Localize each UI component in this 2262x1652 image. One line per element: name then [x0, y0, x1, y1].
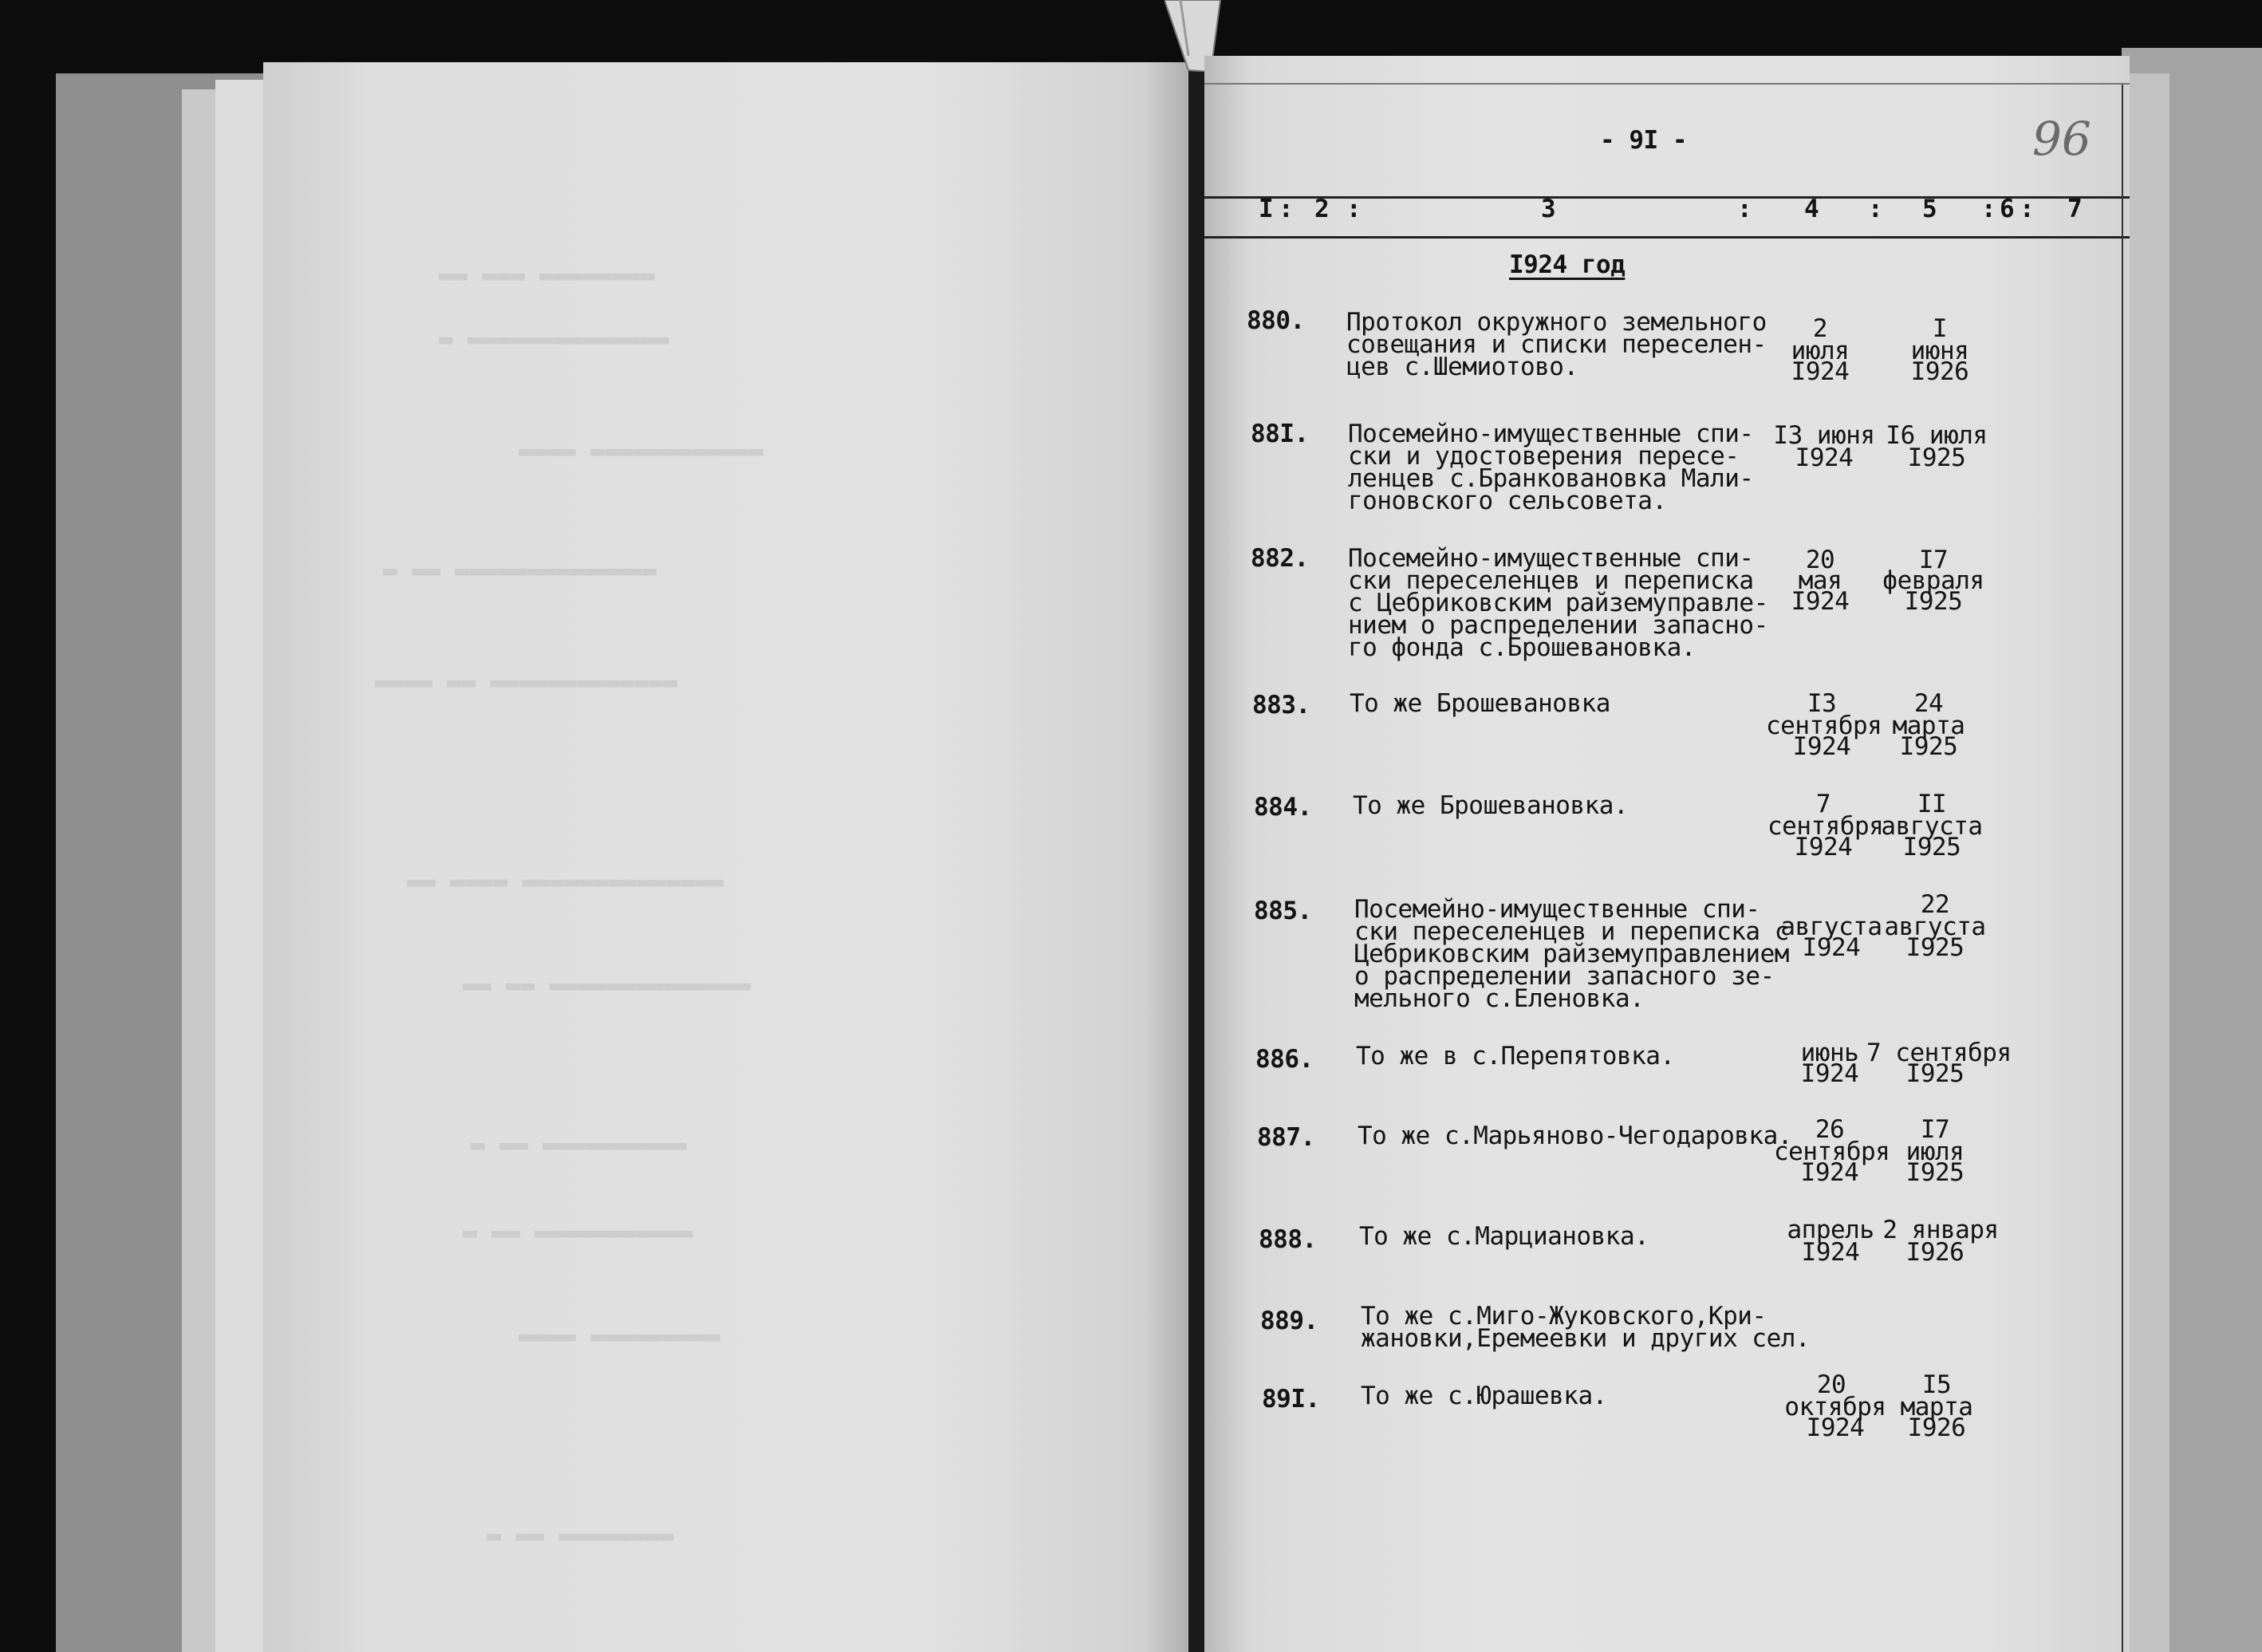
start-date: I924: [1795, 444, 1854, 472]
entry-text-line: То же с.Марциановка.: [1359, 1222, 1649, 1251]
end-date: I926: [1910, 357, 1969, 386]
show-through-text: ▬ ▬▬ ▬▬▬▬▬▬▬▬▬▬: [471, 1131, 687, 1159]
page-right-border: [2122, 85, 2123, 1652]
start-date: I3 июня: [1773, 421, 1875, 450]
entry-text-line: Посемейно-имущественные спи-: [1348, 544, 1754, 573]
entry-text-line: Посемейно-имущественные спи-: [1348, 420, 1754, 448]
entry-text-line: мельного с.Еленовка.: [1354, 984, 1645, 1013]
entry-number: 88I.: [1251, 420, 1309, 448]
entry-text-line: нием о распределении запасно-: [1348, 611, 1768, 640]
end-date: I925: [1902, 833, 1961, 861]
start-date: 20: [1805, 546, 1835, 574]
entry-text-line: То же с.Миго-Жуковского,Кри-: [1361, 1302, 1767, 1331]
entry-text-line: Протокол окружного земельного: [1346, 308, 1767, 337]
entry-number: 880.: [1247, 306, 1305, 335]
start-date: сентября: [1774, 1137, 1890, 1166]
entry-number: 886.: [1255, 1045, 1314, 1074]
start-date: I924: [1806, 1413, 1865, 1442]
start-date: 2: [1812, 314, 1828, 343]
start-date: сентября: [1767, 812, 1884, 841]
start-date: июнь: [1800, 1039, 1859, 1067]
end-date: I925: [1907, 444, 1966, 472]
show-through-text: ▬▬ ▬▬▬ ▬▬▬▬▬▬▬▬: [439, 262, 655, 290]
end-date: марта: [1892, 712, 1965, 740]
end-date: марта: [1900, 1393, 1973, 1421]
entry-number: 885.: [1254, 897, 1312, 925]
entry-text-line: го фонда с.Брошевановка.: [1348, 633, 1696, 662]
col-sep: :: [1868, 195, 1883, 223]
end-date: I7: [1920, 1115, 1950, 1144]
end-date: 7 сентября: [1866, 1039, 2012, 1067]
entry-text-line: То же с.Юрашевка.: [1361, 1382, 1607, 1410]
entry-number: 889.: [1260, 1307, 1318, 1335]
entry-number: 883.: [1252, 691, 1310, 720]
end-date: 22: [1920, 890, 1950, 919]
start-date: 26: [1815, 1115, 1845, 1144]
entry-text-line: ски и удостоверения пересе-: [1348, 442, 1740, 471]
entry-text-line: цев с.Шемиотово.: [1346, 353, 1578, 381]
entry-number: 89I.: [1262, 1385, 1320, 1413]
col-header-1: I: [1259, 195, 1274, 223]
end-date: I925: [1905, 1158, 1964, 1187]
start-date: I3: [1807, 689, 1837, 718]
end-date: I925: [1904, 587, 1963, 616]
show-through-text: ▬▬▬▬ ▬▬▬▬▬▬▬▬▬▬▬▬: [518, 437, 764, 465]
entry-number: 888.: [1259, 1225, 1317, 1254]
end-date: I926: [1907, 1413, 1966, 1442]
start-date: I924: [1802, 933, 1861, 962]
show-through-text: ▬▬ ▬▬▬▬ ▬▬▬▬▬▬▬▬▬▬▬▬▬▬: [407, 868, 724, 896]
show-through-text: ▬ ▬▬ ▬▬▬▬▬▬▬▬: [487, 1522, 674, 1550]
col-header-3: 3: [1541, 195, 1556, 223]
start-date: I924: [1800, 1158, 1859, 1187]
end-date: 2 января: [1882, 1216, 1999, 1244]
end-date: июля: [1905, 1137, 1964, 1166]
end-date: II: [1917, 790, 1947, 818]
start-date: октября: [1784, 1393, 1886, 1421]
left-page: [263, 62, 1198, 1652]
entry-text-line: ски переселенцев и переписка с: [1354, 917, 1789, 946]
start-date: сентября: [1766, 712, 1882, 740]
start-date: июля: [1791, 337, 1850, 365]
start-date: апрель: [1787, 1216, 1874, 1244]
entry-text-line: с Цебриковским райземуправле-: [1348, 589, 1768, 617]
start-date: I924: [1791, 587, 1850, 616]
col-header-5: 5: [1922, 195, 1937, 223]
show-through-text: ▬▬▬▬ ▬▬▬▬▬▬▬▬▬: [518, 1323, 720, 1350]
start-date: I924: [1792, 732, 1851, 761]
col-header-6: 6: [2000, 195, 2015, 223]
col-sep: :: [1981, 195, 1996, 223]
entry-text-line: То же в с.Перепятовка.: [1356, 1042, 1675, 1070]
entry-number: 882.: [1251, 544, 1309, 573]
end-date: I925: [1905, 1059, 1964, 1088]
entry-text-line: жановки,Еремеевки и других сел.: [1361, 1324, 1811, 1353]
end-date: июня: [1910, 337, 1969, 365]
col-sep: :: [1346, 195, 1362, 223]
start-date: 20: [1816, 1370, 1846, 1399]
section-year-title: I924 год: [1509, 250, 1626, 279]
entry-text-line: Цебриковским райземуправлением: [1354, 940, 1789, 968]
entry-number: 884.: [1254, 793, 1312, 822]
entry-text-line: То же Брошевановка: [1350, 689, 1610, 718]
show-through-text: ▬ ▬▬▬▬▬▬▬▬▬▬▬▬▬▬: [439, 325, 669, 353]
start-date: I924: [1794, 833, 1853, 861]
entry-text-line: совещания и списки переселен-: [1346, 330, 1767, 359]
end-date: I6 июля: [1886, 421, 1988, 450]
entry-text-line: о распределении запасного зе-: [1354, 962, 1775, 991]
entry-text-line: гоновского сельсовета.: [1348, 487, 1667, 515]
end-date: августа: [1884, 913, 1986, 941]
end-date: августа: [1881, 812, 1983, 841]
end-date: I5: [1921, 1370, 1952, 1399]
archive-sheet-number: 96: [2032, 112, 2091, 166]
entry-text-line: То же Брошевановка.: [1353, 791, 1629, 820]
end-date: I926: [1905, 1238, 1964, 1267]
start-date: I924: [1800, 1059, 1859, 1088]
start-date: I924: [1801, 1238, 1860, 1267]
show-through-text: ▬▬ ▬▬ ▬▬▬▬▬▬▬▬▬▬▬▬▬▬: [463, 972, 751, 999]
col-sep: :: [1279, 195, 1294, 223]
start-date: I924: [1791, 357, 1850, 386]
end-date: I: [1932, 314, 1948, 343]
col-header-4: 4: [1804, 195, 1819, 223]
entry-text-line: ски переселенцев и переписка: [1348, 566, 1754, 595]
header-rule-bottom: [1204, 236, 2130, 239]
col-sep: :: [2020, 195, 2035, 223]
col-sep: :: [1737, 195, 1752, 223]
end-date: февраля: [1882, 566, 1984, 595]
start-date: 7: [1815, 790, 1831, 818]
show-through-text: ▬▬▬▬ ▬▬ ▬▬▬▬▬▬▬▬▬▬▬▬▬: [375, 668, 678, 696]
show-through-text: ▬ ▬▬ ▬▬▬▬▬▬▬▬▬▬▬▬▬▬: [383, 557, 657, 585]
start-date: мая: [1798, 566, 1842, 595]
entry-text-line: ленцев с.Бранковановка Мали-: [1348, 464, 1754, 493]
end-date: 24: [1913, 689, 1944, 718]
start-date: августа: [1780, 913, 1882, 941]
col-header-2: 2: [1314, 195, 1330, 223]
col-header-7: 7: [2067, 195, 2083, 223]
entry-number: 887.: [1257, 1123, 1315, 1152]
end-date: I925: [1899, 732, 1958, 761]
entry-text-line: Посемейно-имущественные спи-: [1354, 895, 1760, 924]
end-date: I925: [1905, 933, 1964, 962]
entry-text-line: То же с.Марьяново-Чегодаровка.: [1358, 1122, 1792, 1150]
end-date: I7: [1918, 546, 1949, 574]
show-through-text: ▬ ▬▬ ▬▬▬▬▬▬▬▬▬▬▬: [463, 1219, 693, 1247]
page-top-rule: [1204, 83, 2130, 85]
page-number: - 9I -: [1600, 126, 1687, 155]
